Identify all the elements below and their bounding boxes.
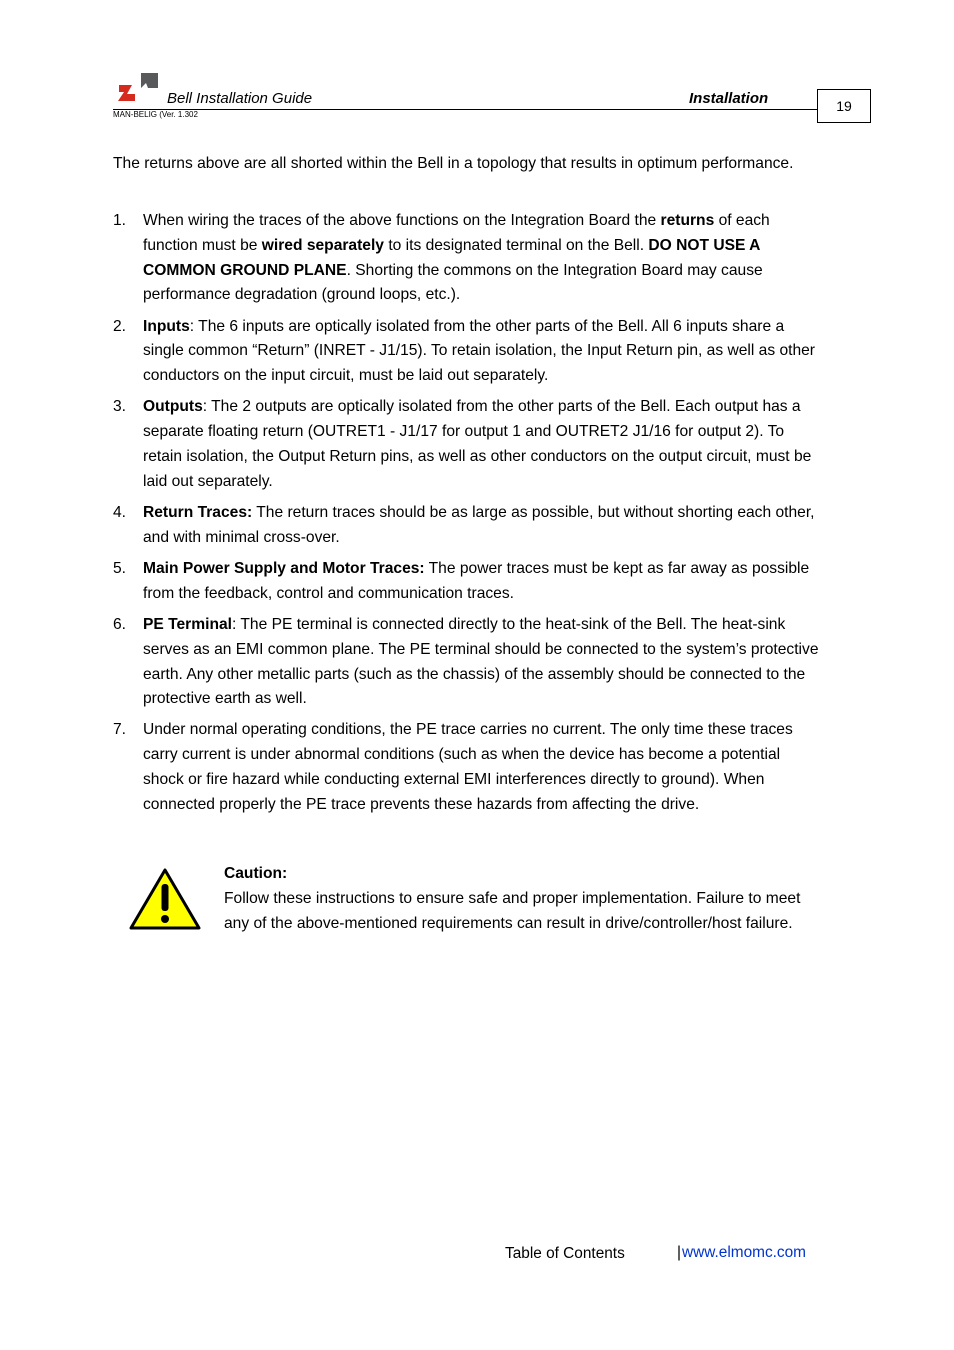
list-item (113, 315, 819, 389)
list-item-number: 3. (113, 398, 127, 416)
elmo-logo-icon (117, 72, 159, 102)
website-link[interactable]: www.elmomc.com (682, 1244, 806, 1261)
text-run: : The PE terminal is connected directly to the heat-sink of the Bell. The heat-sink serves as an EMI common plane. The PE terminal should be connected to the system’s protective earth. Any other metallic parts (such as the chassis) of the assembly should be connected to the protective earth as well. (143, 615, 819, 708)
document-title: Bell Installation Guide (167, 90, 313, 107)
bold-text: wired separately (261, 236, 384, 254)
list-item-text (143, 718, 819, 817)
text-run: : The 2 outputs are optically isolated from the other parts of the Bell. Each output has a separate floating return (OUTRET1 - J1/17 for output 1 and OUTRET2 J1/16 for output 2). To retain isolation, the Output Return pins, as well as other conductors on the output circuit, must be laid out separately. (143, 398, 812, 490)
list-item (113, 395, 819, 494)
list-item (113, 501, 819, 551)
text-run: When wiring the traces of the above functions on the Integration Board the (143, 212, 661, 229)
document-code: MAN-BELIG (Ver. 1.302 (113, 110, 198, 119)
list-item-text (143, 209, 819, 308)
caution-block (224, 862, 820, 936)
list-item-text (143, 501, 819, 551)
list-item-number: 6. (113, 615, 127, 633)
instruction-list (113, 209, 819, 824)
footer-separator: | (677, 1244, 681, 1261)
page-number: 19 (817, 89, 871, 123)
caution-text: Follow these instructions to ensure safe and proper implementation. Failure to meet any of the above-mentioned requirements can result in drive/controller/host failure. (224, 889, 801, 932)
list-item-text (143, 395, 819, 494)
list-item-number: 1. (113, 212, 127, 229)
list-item-text (143, 557, 819, 607)
list-item (113, 209, 819, 308)
list-item-number: 7. (113, 721, 127, 739)
bold-text: PE Terminal (143, 615, 232, 633)
header-divider (113, 109, 817, 110)
warning-triangle-icon (129, 868, 201, 930)
bold-text: Outputs (143, 398, 203, 416)
list-item (113, 613, 819, 712)
list-item (113, 557, 819, 607)
section-title: Installation (689, 90, 769, 107)
text-run: : The 6 inputs are optically isolated from the other parts of the Bell. All 6 inputs share a single common “Return” (INRET - J1/15). To retain isolation, the Input Return pin, as well as other conductors on the input circuit, must be laid out separately. (143, 317, 815, 385)
table-of-contents-link[interactable]: Table of Contents (505, 1245, 625, 1262)
list-item-number: 5. (113, 559, 127, 577)
list-item-number: 4. (113, 503, 127, 521)
bold-text: Inputs (143, 317, 190, 335)
bold-text: Return Traces: (143, 503, 253, 521)
text-run: . Shorting the commons on the Integration Board may cause performance degradation (ground loops, etc.). (143, 261, 763, 304)
text-run: The return traces should be as large as possible, but without shorting each other, and with minimal cross-over. (143, 503, 815, 546)
intro-paragraph: The returns above are all shorted within the Bell in a topology that results in optimum performance. (113, 155, 794, 172)
text-run: The power traces must be kept as far away as possible from the feedback, control and communication traces. (143, 559, 810, 602)
caution-title: Caution: (224, 865, 288, 882)
text-run: to its designated terminal on the Bell. (383, 236, 649, 254)
bold-text: returns (660, 212, 715, 229)
list-item (113, 718, 819, 817)
text-run: Under normal operating conditions, the PE trace carries no current. The only time these traces carry current is under abnormal conditions (such as when the device has become a potential shock or fire hazard while conducting external EMI interferences directly to ground). When connected properly the PE trace prevents these hazards from affecting the drive. (143, 721, 793, 813)
bold-text: DO NOT USE A COMMON GROUND PLANE (143, 236, 760, 279)
list-item-text (143, 613, 819, 712)
bold-text: Main Power Supply and Motor Traces: (143, 559, 425, 577)
list-item-text (143, 315, 819, 389)
list-item-number: 2. (113, 317, 127, 335)
text-run: of each function must be (143, 212, 770, 254)
